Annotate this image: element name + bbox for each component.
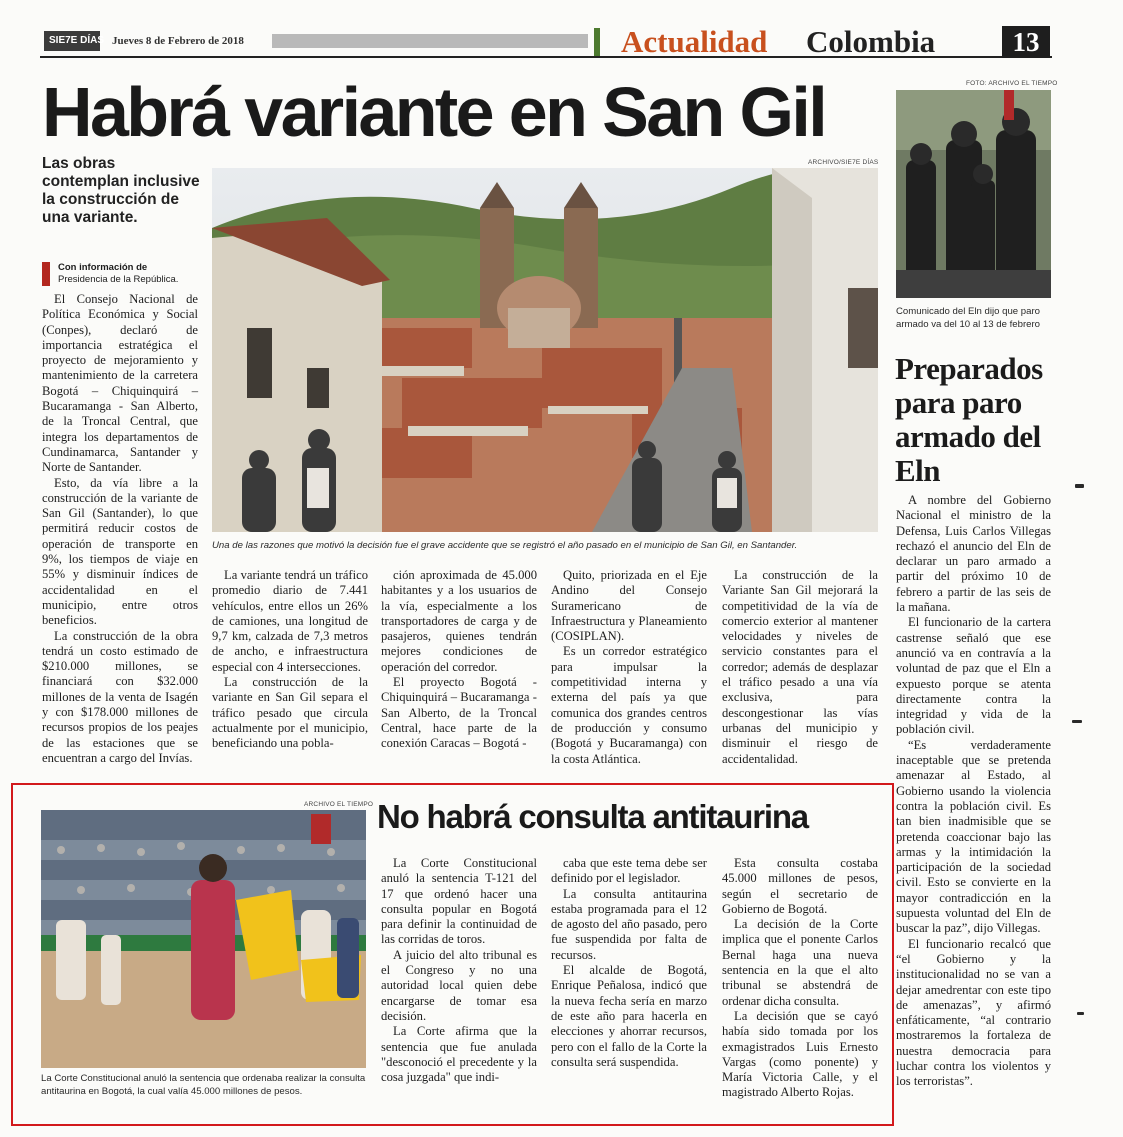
side-headline: Preparados para paro armado del Eln — [895, 351, 1043, 488]
main-summary: Las obras contemplan inclusive la construcción de una variante. — [42, 155, 200, 226]
scan-speck — [1075, 484, 1084, 488]
bottom-headline: No habrá consulta antitaurina — [377, 798, 808, 835]
scan-speck — [1077, 1012, 1084, 1015]
side-article-body — [896, 493, 1051, 1090]
header-grey-bar — [272, 34, 588, 48]
main-col2-paragraph: La variante tendrá un tráfico promedio diario de 7.441 vehículos, entre ellos un 26% de camiones, una longitud de 9,7 km, calzada de 7,3 metros de ancho, e infraestructura especial con 4 intersecciones. — [212, 568, 368, 674]
bottom-article-column-2 — [551, 856, 707, 1070]
main-col1-paragraph: Esto, da vía libre a la construcción de la variante de San Gil (Santander), lo que permitirá reducir costos de operación de transporte en 9%, los tiempos de viaje en 55% y disminuir índices de accidentalidad en el municipio, entre otros beneficios. — [42, 475, 198, 628]
newspaper-brand: SIE7E DÍAS — [49, 35, 105, 46]
main-article-column-3 — [381, 568, 537, 752]
side-paragraph: “Es verdaderamente inaceptable que se pretenda amenazar al Estado, al Gobierno usando la violencia contra la población civil. Es tan bien inadmisible que se pretenda coaccionar bajo las armas y la intimidación la participación de la sociedad civil. Esto se convierte en la mayor contradicción en la supuesta voluntad del Eln de buscar la paz”, dijo Villegas. — [896, 737, 1051, 936]
side-photo-caption: Comunicado del Eln dijo que paro armado va del 10 al 13 de febrero — [896, 306, 1040, 330]
bottom-col1-paragraph: La Corte afirma que la sentencia que fue anulada "desconoció el precedente y la cosa juzgada" que indi- — [381, 1024, 537, 1085]
main-col3-paragraph: ción aproximada de 45.000 habitantes y a los usuarios de la vía, especialmente a los transportadores de carga y de pasajeros, quienes tendrán mejores condiciones de operación del corredor. — [381, 568, 537, 674]
main-col2-paragraph: La construcción de la variante en San Gil separa el tráfico pesado que circula actualmente por el municipio, beneficiando una pobla- — [212, 675, 368, 751]
bottom-col3-paragraph: La decisión de la Corte implica que el ponente Carlos Bernal haga una nueva sentencia en la que el alto tribunal se abstendrá de ordenar dicha consulta. — [722, 917, 878, 1008]
main-article-column-4 — [551, 568, 707, 767]
issue-date: Jueves 8 de Febrero de 2018 — [112, 35, 244, 47]
main-photo-caption: Una de las razones que motivó la decisión fue el grave accidente que se registró el año pasado en el municipio de San Gil, en Santander. — [212, 540, 798, 551]
source-info-name: Presidencia de la República. — [58, 274, 179, 285]
main-col5-paragraph: La construcción de la Variante San Gil mejorará la competitividad de la vía de comercio exterior al mantener velocidades y niveles de servicio constantes para el corredor; además de desplazar el tráfico pesado a una vía exclusiva, para descongestionar las vías urbanas del municipio y disminuir el riesgo de accidentalidad. — [722, 568, 878, 766]
side-paragraph: El funcionario de la cartera castrense señaló que ese anunció va en contravía a la voluntad de paz que el Eln a expuesto porque se atenta directamente contra la integridad y vida de la población civil. — [896, 615, 1051, 737]
bottom-col1-paragraph: La Corte Constitucional anuló la sentencia T-121 del 17 que ordenó hacer una consulta popular en Bogotá para definir la continuidad de las corridas de toros. — [381, 856, 537, 947]
page-number: 13 — [1002, 26, 1050, 58]
section-name-secondary: Colombia — [806, 24, 936, 59]
bottom-col3-paragraph: Esta consulta costaba 45.000 millones de pesos, según el secretario de Gobierno de Bogotá. — [722, 856, 878, 916]
eln-photo — [896, 90, 1051, 298]
bottom-col1-paragraph: A juicio del alto tribunal es el Congreso y no una autoridad local quien debe encargarse de tomar esa decisión. — [381, 947, 537, 1023]
main-col4-paragraph: Es un corredor estratégico para impulsar la competitividad interna y externa del país ya que comunica dos grandes centros de producción y consumo (Bogotá y Bucaramanga) con la costa Atlántica. — [551, 644, 707, 766]
bottom-photo-caption: La Corte Constitucional anuló la sentencia que ordenaba realizar la consulta antitaurina en Bogotá, la cual valía 45.000 millones de pesos. — [41, 1073, 366, 1097]
main-headline: Habrá variante en San Gil — [42, 73, 826, 151]
bottom-article-column-1 — [381, 856, 537, 1085]
bottom-col3-paragraph: La decisión que se cayó había sido tomada por los exmagistrados Luis Ernesto Vargas (como ponente) y María Victoria Calle, y el magistrado Alberto Rojas. — [722, 1008, 878, 1100]
source-info-bar — [42, 262, 50, 286]
main-col4-paragraph: Quito, priorizada en el Eje Andino del Consejo Suramericano de Infraestructura y Planeamiento (COSIPLAN). — [551, 568, 707, 644]
side-paragraph: El funcionario recalcó que “el Gobierno y la institucionalidad no se van a dejar amedrentar con este tipo de amenazas”, y afirmó enfáticamente, “al contrario mostraremos la fortaleza de nuestra democracia para luchar contra los violentos y los terroristas”. — [896, 936, 1051, 1089]
scan-speck — [1072, 720, 1082, 723]
source-info — [42, 262, 202, 288]
side-paragraph: A nombre del Gobierno Nacional el ministro de la Defensa, Luis Carlos Villegas rechazó el anuncio del Eln de declarar un paro armado a partir del próximo 10 de febrero a partir de las seis de la mañana. — [896, 493, 1051, 615]
section-name-primary: Actualidad — [621, 24, 768, 59]
main-col1-paragraph: La construcción de la obra tendrá un costo estimado de $210.000 millones, se financiará con $32.000 millones de la venta de Isagén y con $178.000 millones de recursos propios de los peajes de las estaciones que se encuentran a cargo del Invías. — [42, 628, 198, 765]
bottom-article-column-3 — [722, 856, 878, 1101]
bottom-col2-paragraph: caba que este tema debe ser definido por el legislador. — [551, 856, 707, 886]
bullfight-photo — [41, 810, 366, 1068]
bottom-col2-paragraph: La consulta antitaurina estaba programada para el 12 de agosto del año pasado, pero fue suspendida por falta de recursos. — [551, 886, 707, 962]
bottom-col2-paragraph: El alcalde de Bogotá, Enrique Peñalosa, indicó que la nueva fecha sería en marzo de este año para hacerla en elecciones y ahorrar recursos, pero con el fallo de la Corte la consulta será suspendida. — [551, 963, 707, 1069]
section-green-bar — [594, 28, 600, 56]
main-article-column-2 — [212, 568, 368, 752]
side-photo-credit: FOTO: ARCHIVO EL TIEMPO — [966, 80, 1058, 87]
main-article-column-5 — [722, 568, 878, 767]
bottom-photo-credit: ARCHIVO EL TIEMPO — [304, 801, 374, 808]
source-info-label: Con información de — [58, 262, 148, 273]
main-col3-paragraph: El proyecto Bogotá - Chiquinquirá – Bucaramanga - San Alberto, de la Troncal Central, hace parte de la conexión Caracas – Bogotá - — [381, 675, 537, 751]
main-col1-paragraph: El Consejo Nacional de Política Económica y Social (Conpes), declaró de importancia estratégica el proyecto de mejoramiento y mantenimiento de la carretera Bogotá – Chiquinquirá – Bucaramanga - San Alberto, de la Troncal Central, que integra los departamentos de Cundinamarca, Santander y Norte de Santander. — [42, 292, 198, 475]
main-article-column-1 — [42, 292, 198, 766]
main-photo-credit: ARCHIVO/SIE7E DÍAS — [808, 159, 879, 166]
san-gil-photo — [212, 168, 878, 532]
